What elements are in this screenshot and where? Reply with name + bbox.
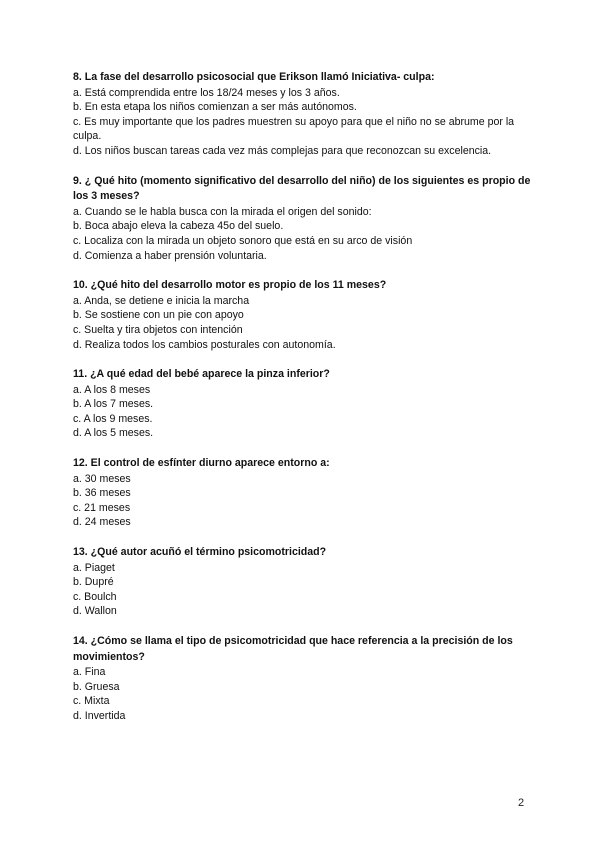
option-b: b. Se sostiene con un pie con apoyo bbox=[73, 309, 244, 322]
option-d: d. Los niños buscan tareas cada vez más complejas para que reconozcan su excelencia. bbox=[73, 144, 492, 157]
option-b: b. En esta etapa los niños comienzan a ser más autónomos. bbox=[73, 101, 357, 114]
option-c: c. Boulch bbox=[73, 590, 117, 603]
option-d: d. Wallon bbox=[73, 605, 117, 618]
question-title: 10. ¿Qué hito del desarrollo motor es propio de los 11 meses? bbox=[73, 279, 387, 292]
option-a: a. Fina bbox=[73, 666, 106, 679]
option-c: c. Mixta bbox=[73, 695, 110, 708]
question-title: 14. ¿Cómo se llama el tipo de psicomotricidad que hace referencia a la precisión de los movimientos? bbox=[73, 635, 513, 663]
question-10 bbox=[73, 278, 533, 352]
question-13 bbox=[73, 545, 533, 619]
option-c: c. Suelta y tira objetos con intención bbox=[73, 323, 243, 336]
question-title: 8. La fase del desarrollo psicosocial que Erikson llamó Iniciativa- culpa: bbox=[73, 71, 435, 83]
question-8 bbox=[73, 70, 533, 159]
option-a: a. Cuando se le habla busca con la mirada el origen del sonido: bbox=[73, 205, 372, 218]
option-b: b. Gruesa bbox=[73, 680, 120, 693]
option-d: d. 24 meses bbox=[73, 516, 131, 529]
question-9 bbox=[73, 174, 533, 264]
option-c: c. 21 meses bbox=[73, 501, 131, 514]
option-d: d. Invertida bbox=[73, 709, 126, 722]
question-title: 9. ¿ Qué hito (momento significativo del desarrollo del niño) de los siguientes es propio de los 3 meses? bbox=[73, 174, 531, 203]
question-11 bbox=[73, 367, 533, 441]
question-14 bbox=[73, 634, 533, 724]
page-number: 2 bbox=[518, 797, 525, 809]
option-b: b. 36 meses bbox=[73, 487, 131, 500]
option-b: b. Dupré bbox=[73, 576, 114, 589]
option-a: a. A los 8 meses bbox=[73, 383, 151, 396]
question-12 bbox=[73, 456, 533, 530]
option-d: d. Comienza a haber prensión voluntaria. bbox=[73, 249, 267, 262]
option-d: d. A los 5 meses. bbox=[73, 427, 154, 440]
option-a: a. Piaget bbox=[73, 561, 115, 574]
option-b: b. A los 7 meses. bbox=[73, 398, 154, 411]
option-c: c. Localiza con la mirada un objeto sonoro que está en su arco de visión bbox=[73, 234, 413, 247]
option-b: b. Boca abajo eleva la cabeza 45o del suelo. bbox=[73, 220, 284, 233]
option-c: c. Es muy importante que los padres muestren su apoyo para que el niño no se abrume por la culpa. bbox=[73, 115, 515, 143]
option-a: a. Está comprendida entre los 18/24 meses y los 3 años. bbox=[73, 86, 340, 99]
question-title: 13. ¿Qué autor acuñó el término psicomotricidad? bbox=[73, 546, 327, 559]
document-page bbox=[73, 70, 533, 739]
option-a: a. Anda, se detiene e inicia la marcha bbox=[73, 294, 250, 307]
question-title: 12. El control de esfínter diurno aparece entorno a: bbox=[73, 457, 330, 470]
option-d: d. Realiza todos los cambios posturales con autonomía. bbox=[73, 338, 336, 351]
option-c: c. A los 9 meses. bbox=[73, 412, 153, 425]
option-a: a. 30 meses bbox=[73, 472, 131, 485]
question-title: 11. ¿A qué edad del bebé aparece la pinza inferior? bbox=[73, 368, 330, 381]
